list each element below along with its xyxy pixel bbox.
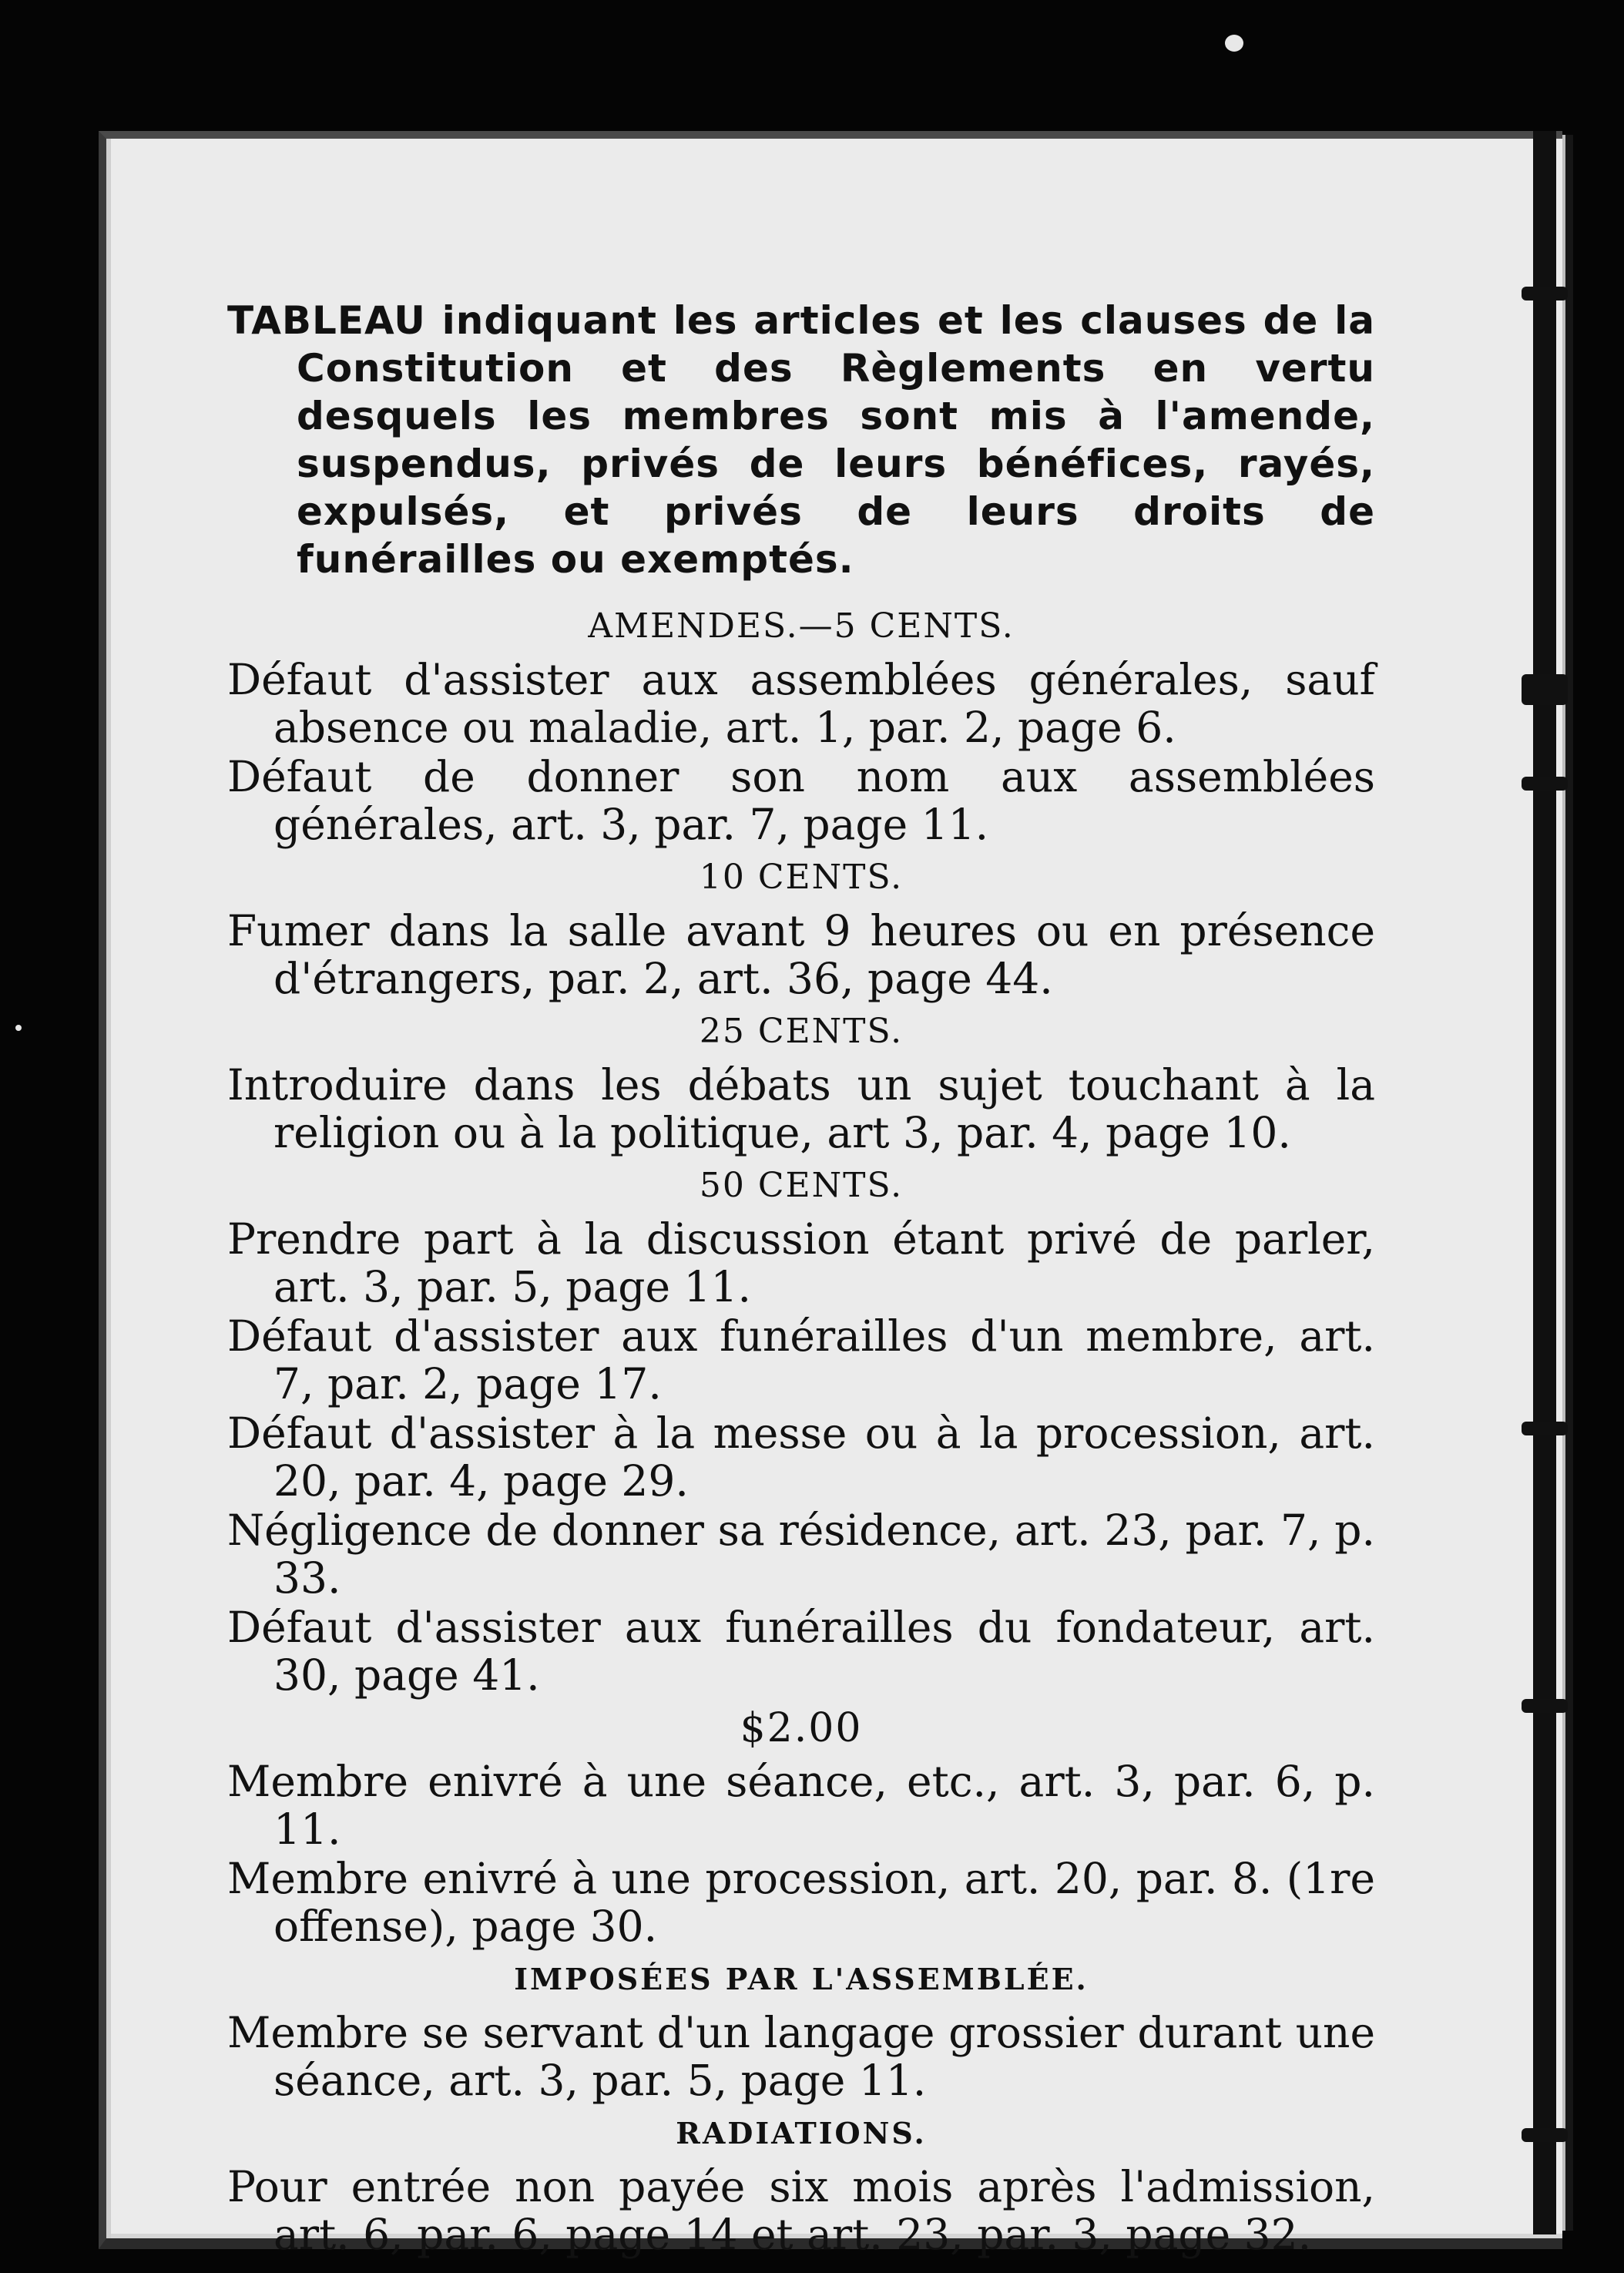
binding-stitch: [1522, 777, 1568, 791]
scan-speck: [15, 1025, 22, 1031]
entry: Défaut d'assister aux funérailles d'un membre, art. 7, par. 2, page 17.: [227, 1311, 1375, 1408]
entry: Défaut d'assister aux assemblées générales, sauf absence ou maladie, art. 1, par. 2, page 6.: [227, 655, 1375, 752]
section-heading: IMPOSÉES PAR L'ASSEMBLÉE.: [514, 1962, 1089, 1996]
binding-stitch: [1522, 1699, 1568, 1713]
book-binding-gutter: [1533, 131, 1556, 2234]
section-heading: 50 CENTS.: [699, 1166, 904, 1205]
binding-stitch: [1522, 287, 1568, 300]
section-heading: 25 CENTS.: [699, 1012, 904, 1051]
entry: Introduire dans les débats un sujet touchant à la religion ou à la politique, art 3, par. 4, page 10.: [227, 1060, 1375, 1157]
document-title: TABLEAU indiquant les articles et les clauses de la Constitution et des Règlements en vertu desquels les membres sont mis à l'amende, suspendus, privés de leurs bénéfices, rayés, expulsés, et privés de leurs droits de funérailles ou exemptés.: [227, 298, 1375, 582]
scan-speck: [1225, 35, 1243, 52]
entry: Fumer dans la salle avant 9 heures ou en présence d'étrangers, par. 2, art. 36, page 44.: [227, 906, 1375, 1003]
section-heading: RADIATIONS.: [676, 2116, 927, 2150]
entry: Membre se servant d'un langage grossier durant une séance, art. 3, par. 5, page 11.: [227, 2008, 1375, 2105]
entry: Membre enivré à une séance, etc., art. 3, par. 6, p. 11.: [227, 1757, 1375, 1854]
section-heading: $2.00: [740, 1705, 863, 1751]
entry: Prendre part à la discussion étant privé de parler, art. 3, par. 5, page 11.: [227, 1214, 1375, 1311]
document-text: [227, 297, 1375, 2260]
binding-stitch: [1522, 1422, 1568, 1435]
entry: Négligence de donner sa résidence, art. 23, par. 7, p. 33.: [227, 1506, 1375, 1603]
entry: Pour entrée non payée six mois après l'admission, art. 6, par. 6, page 14 et art. 23, par. 3, page 32.: [227, 2162, 1375, 2259]
section-heading: AMENDES.—5 CENTS.: [588, 606, 1015, 646]
entry: Membre enivré à une procession, art. 20, par. 8. (1re offense), page 30.: [227, 1854, 1375, 1951]
entry: Défaut d'assister aux funérailles du fondateur, art. 30, page 41.: [227, 1603, 1375, 1700]
entry: Défaut d'assister à la messe ou à la procession, art. 20, par. 4, page 29.: [227, 1408, 1375, 1506]
binding-stitch: [1522, 2128, 1568, 2142]
entry: Défaut de donner son nom aux assemblées générales, art. 3, par. 7, page 11.: [227, 752, 1375, 849]
binding-stitch: [1522, 674, 1568, 705]
book-binding-edge: [1562, 135, 1573, 2231]
section-heading: 10 CENTS.: [699, 858, 904, 897]
